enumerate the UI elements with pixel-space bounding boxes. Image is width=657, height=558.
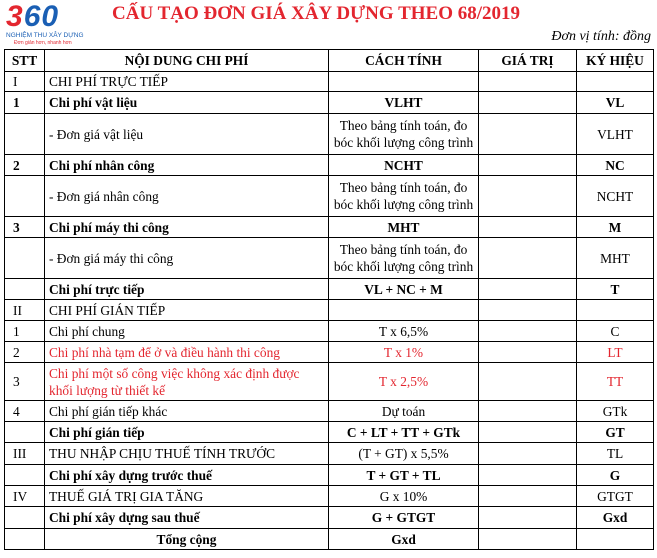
cell-content: THU NHẬP CHỊU THUẾ TÍNH TRƯỚC <box>45 443 329 465</box>
cell-stt <box>5 114 45 155</box>
cell-stt: 1 <box>5 321 45 342</box>
cell-value <box>479 443 577 465</box>
cell-stt <box>5 176 45 217</box>
cell-value <box>479 114 577 155</box>
cell-method: G + GTGT <box>329 507 479 529</box>
cell-stt: 1 <box>5 92 45 114</box>
cell-stt: 2 <box>5 155 45 176</box>
cell-value <box>479 321 577 342</box>
table-row <box>5 72 654 92</box>
cell-method: Dự toán <box>329 401 479 422</box>
cell-content: CHI PHÍ TRỰC TIẾP <box>45 72 329 92</box>
cell-content: - Đơn giá máy thi công <box>45 238 329 279</box>
cell-content: Chi phí xây dựng trước thuế <box>45 465 329 486</box>
cell-symbol: GT <box>577 422 654 443</box>
cell-content: Chi phí chung <box>45 321 329 342</box>
cell-symbol: NCHT <box>577 176 654 217</box>
logo <box>6 2 102 48</box>
cell-method: T x 1% <box>329 342 479 363</box>
cell-value <box>479 279 577 300</box>
cell-method: T x 2,5% <box>329 363 479 401</box>
cell-content: - Đơn giá nhân công <box>45 176 329 217</box>
cell-symbol: TL <box>577 443 654 465</box>
cell-content: CHI PHÍ GIÁN TIẾP <box>45 300 329 321</box>
cell-content: Chi phí vật liệu <box>45 92 329 114</box>
cell-symbol: GTGT <box>577 486 654 507</box>
cell-value <box>479 401 577 422</box>
cell-content: Chi phí máy thi công <box>45 217 329 238</box>
cell-symbol: TT <box>577 363 654 401</box>
column-header-method: CÁCH TÍNH <box>329 50 479 72</box>
cell-symbol: VL <box>577 92 654 114</box>
table-row <box>5 529 654 550</box>
cell-symbol: VLHT <box>577 114 654 155</box>
cell-stt: 2 <box>5 342 45 363</box>
table-row <box>5 114 654 155</box>
table-row <box>5 401 654 422</box>
cell-content: - Đơn giá vật liệu <box>45 114 329 155</box>
cell-value <box>479 300 577 321</box>
cell-method: Gxd <box>329 529 479 550</box>
cell-value <box>479 155 577 176</box>
table-row <box>5 238 654 279</box>
table-row <box>5 443 654 465</box>
cell-symbol: T <box>577 279 654 300</box>
cell-stt <box>5 422 45 443</box>
table-row <box>5 342 654 363</box>
cell-value <box>479 507 577 529</box>
cell-symbol: G <box>577 465 654 486</box>
cell-value <box>479 486 577 507</box>
table-row <box>5 486 654 507</box>
cell-method: (T + GT) x 5,5% <box>329 443 479 465</box>
cell-stt: 4 <box>5 401 45 422</box>
table-header-row <box>5 50 654 72</box>
cell-content: Chi phí nhà tạm để ở và điều hành thi công <box>45 342 329 363</box>
table-row <box>5 176 654 217</box>
cell-stt: IV <box>5 486 45 507</box>
cell-method: Theo bảng tính toán, đo bóc khối lượng công trình <box>329 114 479 155</box>
logo-slogan: Đơn giản hơn, nhanh hơn <box>14 40 72 46</box>
column-header-symbol: KÝ HIỆU <box>577 50 654 72</box>
cell-value <box>479 176 577 217</box>
cell-method <box>329 300 479 321</box>
cell-stt <box>5 238 45 279</box>
cell-method: VLHT <box>329 92 479 114</box>
cell-stt <box>5 507 45 529</box>
cell-stt <box>5 529 45 550</box>
cell-value <box>479 363 577 401</box>
cell-content: Chi phí nhân công <box>45 155 329 176</box>
cell-method: VL + NC + M <box>329 279 479 300</box>
cell-symbol <box>577 529 654 550</box>
logo-number: 360 <box>6 0 60 33</box>
cell-method: Theo bảng tính toán, đo bóc khối lượng công trình <box>329 238 479 279</box>
table-row <box>5 321 654 342</box>
column-header-value: GIÁ TRỊ <box>479 50 577 72</box>
cell-symbol: GTk <box>577 401 654 422</box>
cell-method: Theo bảng tính toán, đo bóc khối lượng công trình <box>329 176 479 217</box>
cell-stt <box>5 279 45 300</box>
cell-symbol: M <box>577 217 654 238</box>
cell-stt: III <box>5 443 45 465</box>
table-row <box>5 422 654 443</box>
cell-symbol <box>577 72 654 92</box>
cell-value <box>479 72 577 92</box>
table-row <box>5 217 654 238</box>
cell-symbol: Gxd <box>577 507 654 529</box>
cell-value <box>479 92 577 114</box>
cell-value <box>479 529 577 550</box>
cell-symbol: MHT <box>577 238 654 279</box>
cell-method: T + GT + TL <box>329 465 479 486</box>
cell-stt <box>5 465 45 486</box>
table-row <box>5 507 654 529</box>
table-row <box>5 363 654 401</box>
table-row <box>5 300 654 321</box>
cell-stt: II <box>5 300 45 321</box>
cell-stt: 3 <box>5 217 45 238</box>
cell-content: Chi phí một số công việc không xác định được khối lượng từ thiết kế <box>45 363 329 401</box>
cell-value <box>479 422 577 443</box>
cell-symbol <box>577 300 654 321</box>
cell-method: NCHT <box>329 155 479 176</box>
cell-method: C + LT + TT + GTk <box>329 422 479 443</box>
cell-value <box>479 238 577 279</box>
logo-tagline: NGHIỆM THU XÂY DỰNG <box>6 32 84 39</box>
cell-method: T x 6,5% <box>329 321 479 342</box>
cell-stt: I <box>5 72 45 92</box>
cell-method: MHT <box>329 217 479 238</box>
cell-symbol: C <box>577 321 654 342</box>
table-row <box>5 279 654 300</box>
cell-value <box>479 342 577 363</box>
table-row <box>5 465 654 486</box>
cell-content: Tổng cộng <box>45 529 329 550</box>
table-row <box>5 155 654 176</box>
cell-symbol: NC <box>577 155 654 176</box>
cell-content: Chi phí xây dựng sau thuế <box>45 507 329 529</box>
table-row <box>5 92 654 114</box>
unit-label: Đơn vị tính: đồng <box>551 29 651 44</box>
cell-symbol: LT <box>577 342 654 363</box>
cell-stt: 3 <box>5 363 45 401</box>
column-header-content: NỘI DUNG CHI PHÍ <box>45 50 329 72</box>
column-header-stt: STT <box>5 50 45 72</box>
cell-value <box>479 217 577 238</box>
cell-method: G x 10% <box>329 486 479 507</box>
page-title: CẤU TẠO ĐƠN GIÁ XÂY DỰNG THEO 68/2019 <box>112 3 520 24</box>
cell-content: Chi phí trực tiếp <box>45 279 329 300</box>
cell-method <box>329 72 479 92</box>
cell-content: THUẾ GIÁ TRỊ GIA TĂNG <box>45 486 329 507</box>
cost-structure-table <box>4 49 654 550</box>
cell-content: Chi phí gián tiếp <box>45 422 329 443</box>
table-body <box>5 72 654 550</box>
page-header <box>0 0 657 50</box>
cell-content: Chi phí gián tiếp khác <box>45 401 329 422</box>
cell-value <box>479 465 577 486</box>
